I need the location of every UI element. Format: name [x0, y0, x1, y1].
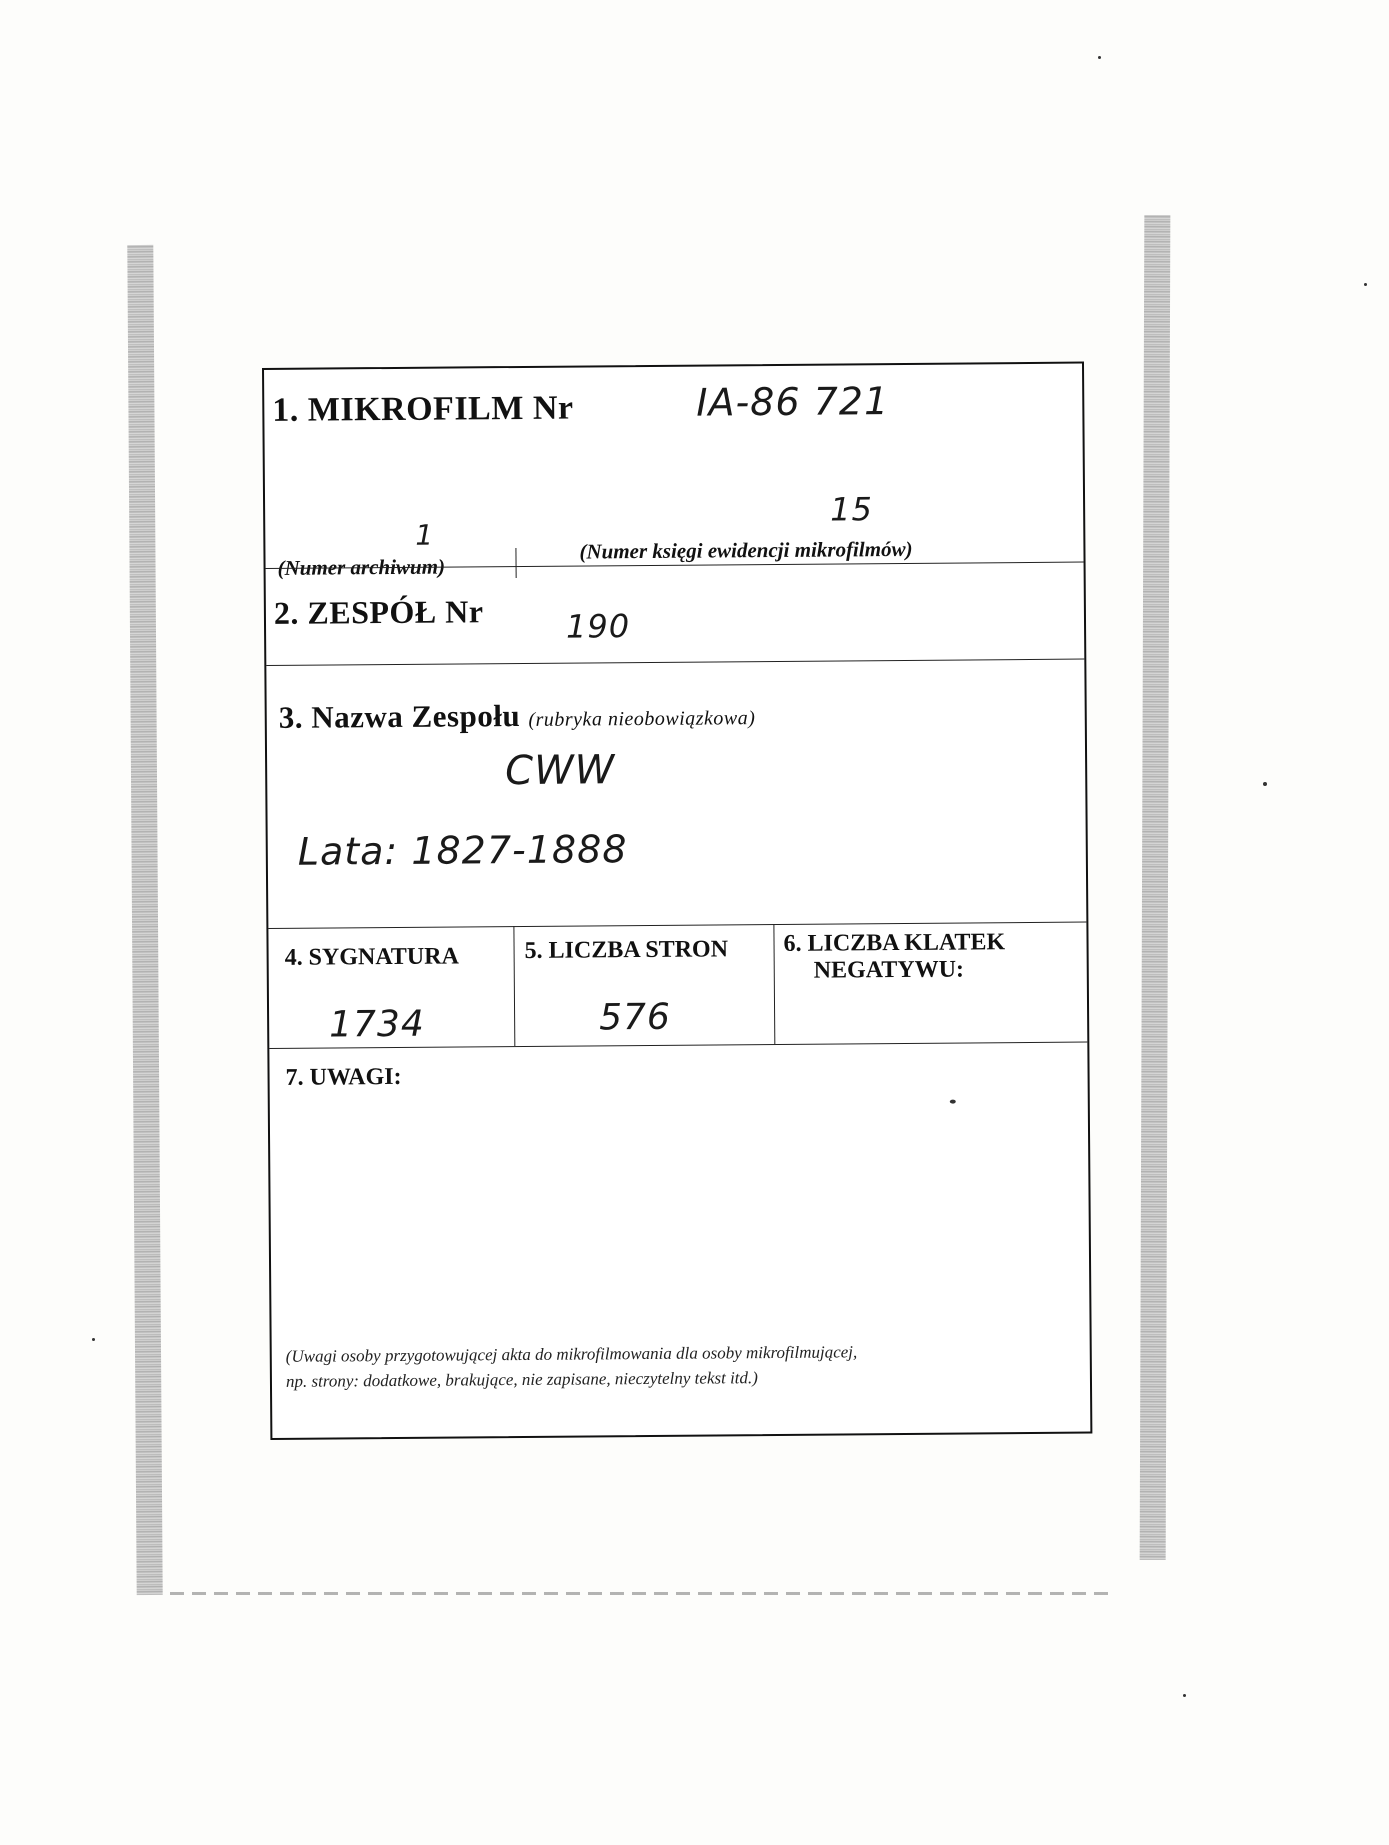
uwagi-label: 7. UWAGI:: [285, 1063, 402, 1091]
scan-shadow-bottom: [170, 1592, 1110, 1595]
scan-speck: [1098, 56, 1101, 59]
nazwa-zespolu-label: [279, 696, 756, 736]
liczba-klatek-label-1: 6. LICZBA KLATEK: [783, 929, 1006, 957]
scan-speck: [92, 1338, 95, 1341]
divider-3: [268, 922, 1086, 929]
sygnatura-handwritten: 1734: [329, 1003, 425, 1046]
liczba-klatek-label-2: NEGATYWU:: [813, 956, 965, 984]
scan-shadow-left: [127, 245, 162, 1595]
numer-ksiegi-handwritten: 15: [829, 490, 873, 529]
lata-handwritten: Lata: 1827-1888: [297, 827, 628, 874]
mikrofilm-number-handwritten: IA-86 721: [696, 379, 890, 425]
column-divider-2: [773, 924, 775, 1044]
nazwa-zespolu-handwritten: CWW: [504, 747, 616, 795]
uwagi-footnote: [286, 1339, 1076, 1394]
microfilm-form-card: [262, 362, 1092, 1440]
mikrofilm-label: 1. MIKROFILM Nr: [272, 389, 574, 429]
numer-archiwum-handwritten: 1: [415, 518, 435, 552]
column-divider-1: [513, 926, 515, 1046]
liczba-stron-label: 5. LICZBA STRON: [524, 936, 729, 964]
nazwa-zespolu-title: 3. Nazwa Zespołu: [278, 697, 521, 735]
zespol-label: 2. ZESPÓŁ Nr: [273, 593, 484, 631]
numer-ksiegi-label: (Numer księgi ewidencji mikrofilmów): [579, 536, 913, 564]
liczba-stron-handwritten: 576: [598, 996, 671, 1039]
numer-archiwum-label: (Numer archiwum): [277, 554, 446, 580]
nazwa-zespolu-note: (rubryka nieobowiązkowa): [528, 707, 756, 731]
sygnatura-label: 4. SYGNATURA: [284, 943, 459, 971]
footnote-line-2: np. strony: dodatkowe, brakujące, nie zapisane, nieczytelny tekst itd.): [285, 1367, 758, 1391]
scan-speck: [1263, 782, 1267, 786]
archive-divider: [515, 548, 516, 578]
scan-shadow-right: [1140, 215, 1171, 1560]
scan-speck: [1364, 283, 1367, 286]
scan-speck: [1183, 1694, 1186, 1697]
zespol-number-handwritten: 190: [565, 607, 631, 646]
pen-mark: [950, 1100, 956, 1104]
footnote-line-1: (Uwagi osoby przygotowującej akta do mikrofilmowania dla osoby mikrofilmującej,: [285, 1342, 858, 1366]
divider-2: [266, 659, 1084, 666]
